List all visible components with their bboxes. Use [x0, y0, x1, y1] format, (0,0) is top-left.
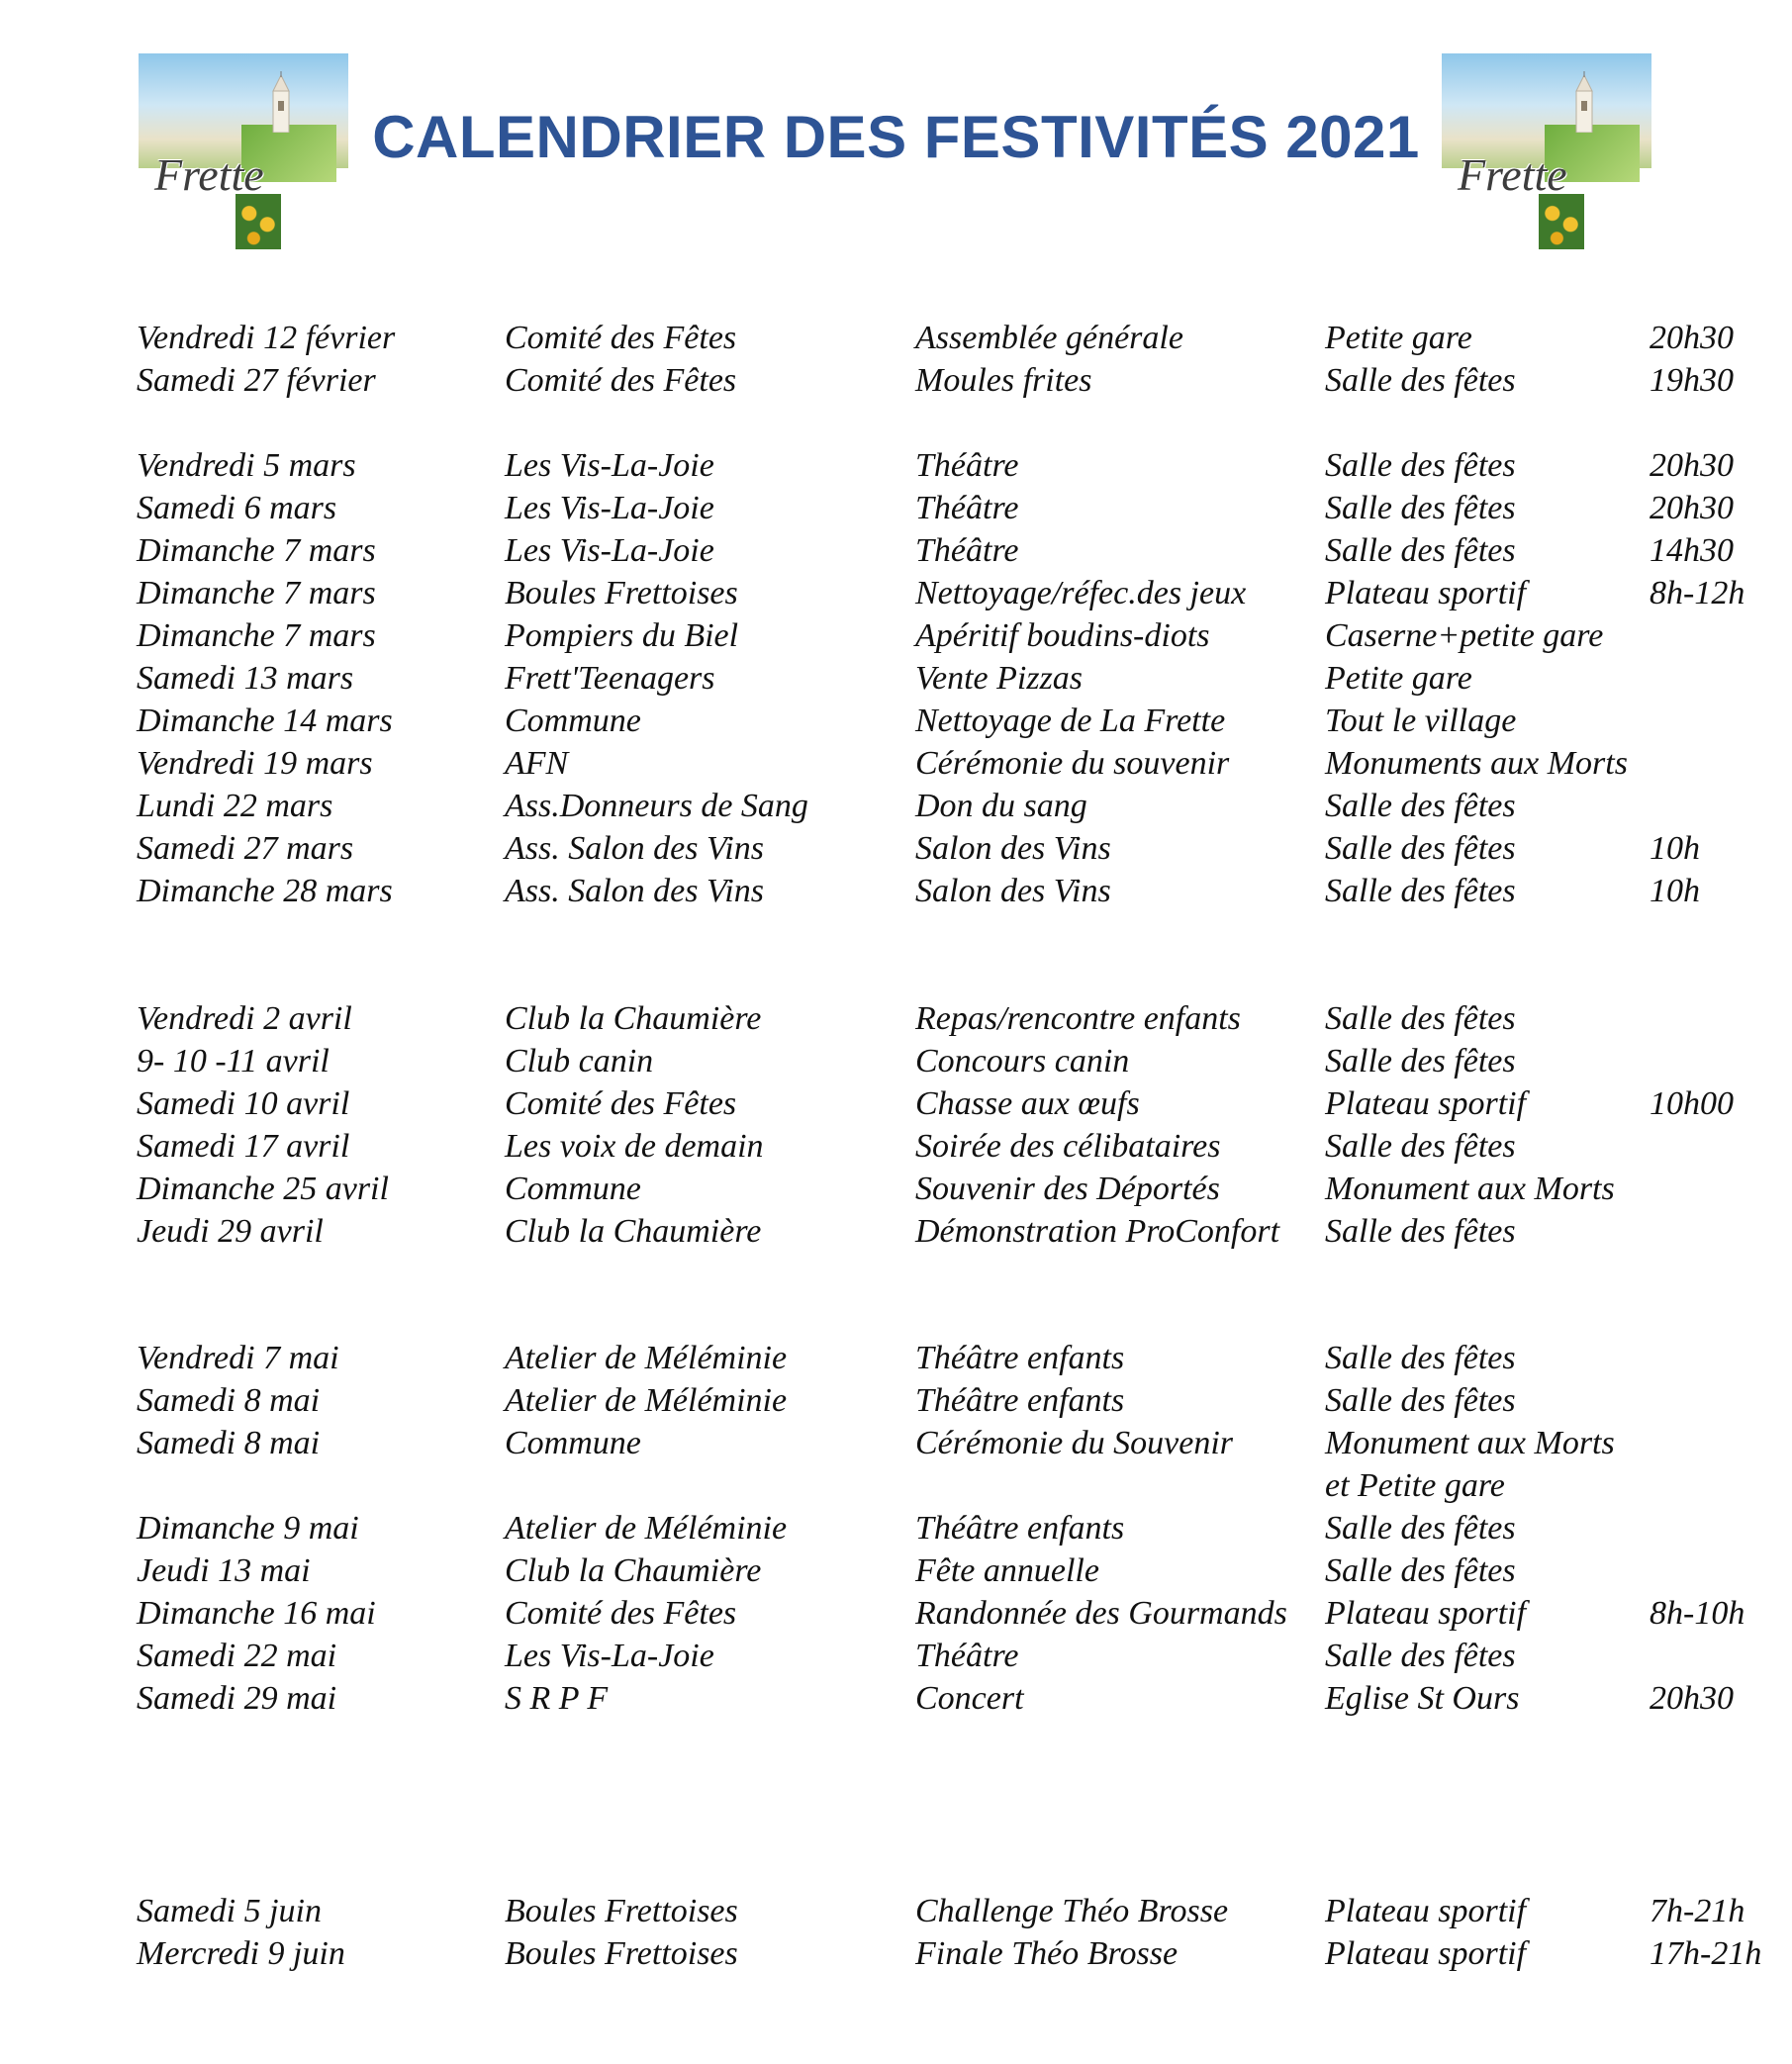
- event-organizer: Comité des Fêtes: [505, 1595, 737, 1632]
- event-location: Plateau sportif: [1325, 1595, 1527, 1632]
- event-date: Samedi 6 mars: [137, 490, 337, 526]
- event-title: Souvenir des Déportés: [915, 1171, 1220, 1207]
- event-organizer: Les Vis-La-Joie: [505, 1638, 714, 1674]
- event-location: Salle des fêtes: [1325, 1638, 1516, 1674]
- event-date: Vendredi 2 avril: [137, 1000, 352, 1037]
- event-organizer: Les voix de demain: [505, 1128, 764, 1165]
- event-date: Vendredi 19 mars: [137, 745, 373, 782]
- event-location: Petite gare: [1325, 320, 1472, 356]
- event-date: Samedi 27 février: [137, 362, 376, 399]
- event-location: Salle des fêtes: [1325, 830, 1516, 867]
- event-date: Samedi 10 avril: [137, 1085, 350, 1122]
- event-date: Samedi 22 mai: [137, 1638, 337, 1674]
- event-title: Moules frites: [915, 362, 1092, 399]
- event-date: Samedi 8 mai: [137, 1425, 321, 1461]
- event-date: Dimanche 9 mai: [137, 1510, 359, 1547]
- event-date: Dimanche 25 avril: [137, 1171, 389, 1207]
- event-organizer: Ass.Donneurs de Sang: [505, 788, 808, 824]
- event-row: [0, 1379, 1792, 1423]
- event-title: Challenge Théo Brosse: [915, 1893, 1229, 1929]
- event-title: Don du sang: [915, 788, 1087, 824]
- event-title: Salon des Vins: [915, 830, 1111, 867]
- event-location: Salle des fêtes: [1325, 1043, 1516, 1079]
- event-date: Mercredi 9 juin: [137, 1935, 345, 1972]
- event-location: Salle des fêtes: [1325, 1128, 1516, 1165]
- event-date: Dimanche 14 mars: [137, 703, 393, 739]
- event-title: Apéritif boudins-diots: [915, 617, 1210, 654]
- event-location: Salle des fêtes: [1325, 1000, 1516, 1037]
- event-organizer: Boules Frettoises: [505, 1935, 738, 1972]
- logo-signature: Frette: [154, 149, 264, 200]
- event-location: Salle des fêtes: [1325, 1340, 1516, 1376]
- event-row: [0, 614, 1792, 658]
- event-organizer: Commune: [505, 703, 641, 739]
- sunflower-icon: [1539, 194, 1584, 249]
- event-title: Théâtre enfants: [915, 1510, 1125, 1547]
- event-time: 17h-21h: [1650, 1935, 1762, 1972]
- event-row: [0, 1210, 1792, 1254]
- event-location: Plateau sportif: [1325, 1935, 1527, 1972]
- event-title: Théâtre enfants: [915, 1382, 1125, 1419]
- event-title: Théâtre enfants: [915, 1340, 1125, 1376]
- event-date: Samedi 17 avril: [137, 1128, 350, 1165]
- event-date: Samedi 29 mai: [137, 1680, 337, 1717]
- event-title: Randonnée des Gourmands: [915, 1595, 1287, 1632]
- event-date: Vendredi 7 mai: [137, 1340, 339, 1376]
- event-row: [0, 1635, 1792, 1678]
- event-title: Chasse aux œufs: [915, 1085, 1140, 1122]
- event-row: [0, 487, 1792, 530]
- event-organizer: Ass. Salon des Vins: [505, 873, 764, 909]
- event-title: Assemblée générale: [915, 320, 1183, 356]
- event-organizer: Club canin: [505, 1043, 654, 1079]
- event-row: [0, 317, 1792, 360]
- event-date: Dimanche 28 mars: [137, 873, 393, 909]
- sunflower-icon: [236, 194, 281, 249]
- page-title: CALENDRIER DES FESTIVITÉS 2021: [372, 104, 1420, 170]
- event-date: Dimanche 7 mars: [137, 575, 376, 611]
- event-time: 10h: [1650, 873, 1700, 909]
- event-time: 20h30: [1650, 490, 1734, 526]
- event-row: [0, 827, 1792, 871]
- event-organizer: Frett'Teenagers: [505, 660, 715, 697]
- event-time: 10h: [1650, 830, 1700, 867]
- event-organizer: Les Vis-La-Joie: [505, 447, 714, 484]
- event-row: [0, 700, 1792, 743]
- event-title: Démonstration ProConfort: [915, 1213, 1280, 1250]
- event-row: [0, 1932, 1792, 1976]
- event-location: Salle des fêtes: [1325, 1552, 1516, 1589]
- event-title: Salon des Vins: [915, 873, 1111, 909]
- event-date: Samedi 27 mars: [137, 830, 354, 867]
- event-time: 8h-12h: [1650, 575, 1745, 611]
- event-row: [0, 997, 1792, 1041]
- event-title: Concours canin: [915, 1043, 1130, 1079]
- event-location: Eglise St Ours: [1325, 1680, 1520, 1717]
- event-title: Finale Théo Brosse: [915, 1935, 1179, 1972]
- event-time: 10h00: [1650, 1085, 1734, 1122]
- event-row: [0, 444, 1792, 488]
- event-organizer: Pompiers du Biel: [505, 617, 739, 654]
- event-row: [0, 742, 1792, 786]
- event-organizer: Atelier de Méléminie: [505, 1510, 788, 1547]
- event-row: [0, 1422, 1792, 1465]
- event-organizer: Les Vis-La-Joie: [505, 532, 714, 569]
- event-organizer: Commune: [505, 1425, 641, 1461]
- event-organizer: Club la Chaumière: [505, 1213, 762, 1250]
- event-date: Vendredi 12 février: [137, 320, 396, 356]
- event-time: 20h30: [1650, 320, 1734, 356]
- event-date: Jeudi 13 mai: [137, 1552, 311, 1589]
- event-time: 20h30: [1650, 447, 1734, 484]
- event-date: Lundi 22 mars: [137, 788, 333, 824]
- event-organizer: Les Vis-La-Joie: [505, 490, 714, 526]
- event-date: 9- 10 -11 avril: [137, 1043, 330, 1079]
- event-organizer: Comité des Fêtes: [505, 320, 737, 356]
- event-title: Théâtre: [915, 1638, 1019, 1674]
- event-date: Dimanche 7 mars: [137, 617, 376, 654]
- event-organizer: Boules Frettoises: [505, 575, 738, 611]
- event-location: Salle des fêtes: [1325, 1213, 1516, 1250]
- event-row: [0, 785, 1792, 828]
- event-location: Plateau sportif: [1325, 1085, 1527, 1122]
- event-location: Salle des fêtes: [1325, 1382, 1516, 1419]
- event-time: 19h30: [1650, 362, 1734, 399]
- event-location: Monument aux Morts: [1325, 1425, 1615, 1461]
- event-location: Tout le village: [1325, 703, 1517, 739]
- event-organizer: Club la Chaumière: [505, 1552, 762, 1589]
- event-date: Dimanche 7 mars: [137, 532, 376, 569]
- event-title: Théâtre: [915, 532, 1019, 569]
- event-organizer: Atelier de Méléminie: [505, 1382, 788, 1419]
- event-location: Salle des fêtes: [1325, 490, 1516, 526]
- event-title: Nettoyage de La Frette: [915, 703, 1226, 739]
- event-location: Salle des fêtes: [1325, 362, 1516, 399]
- event-title: Cérémonie du Souvenir: [915, 1425, 1234, 1461]
- event-row: [0, 1125, 1792, 1169]
- logo-signature: Frette: [1458, 149, 1567, 200]
- event-row: [0, 1549, 1792, 1593]
- event-location: Salle des fêtes: [1325, 873, 1516, 909]
- event-date: Samedi 8 mai: [137, 1382, 321, 1419]
- event-organizer: Ass. Salon des Vins: [505, 830, 764, 867]
- event-organizer: Boules Frettoises: [505, 1893, 738, 1929]
- event-title: Concert: [915, 1680, 1024, 1717]
- event-title: Repas/rencontre enfants: [915, 1000, 1241, 1037]
- event-row: [0, 1168, 1792, 1211]
- event-row: [0, 1507, 1792, 1550]
- event-row: [0, 1592, 1792, 1636]
- event-title: Théâtre: [915, 447, 1019, 484]
- event-time: 20h30: [1650, 1680, 1734, 1717]
- event-location: Caserne+petite gare: [1325, 617, 1604, 654]
- event-location: Salle des fêtes: [1325, 788, 1516, 824]
- event-organizer: Atelier de Méléminie: [505, 1340, 788, 1376]
- event-row: [0, 1890, 1792, 1933]
- event-row: [0, 1040, 1792, 1083]
- event-row: [0, 572, 1792, 615]
- event-time: 8h-10h: [1650, 1595, 1745, 1632]
- event-organizer: Comité des Fêtes: [505, 362, 737, 399]
- event-location: Salle des fêtes: [1325, 532, 1516, 569]
- event-location: Salle des fêtes: [1325, 1510, 1516, 1547]
- event-row: [0, 870, 1792, 913]
- event-row: [0, 529, 1792, 573]
- event-title: Fête annuelle: [915, 1552, 1099, 1589]
- event-row: [0, 657, 1792, 701]
- event-title: Nettoyage/réfec.des jeux: [915, 575, 1247, 611]
- event-row: [0, 1464, 1792, 1508]
- event-date: Vendredi 5 mars: [137, 447, 356, 484]
- event-row: [0, 359, 1792, 403]
- event-title: Théâtre: [915, 490, 1019, 526]
- event-row: [0, 1337, 1792, 1380]
- event-organizer: AFN: [505, 745, 569, 782]
- event-date: Samedi 5 juin: [137, 1893, 322, 1929]
- event-organizer: S R P F: [505, 1680, 609, 1717]
- event-title: Vente Pizzas: [915, 660, 1084, 697]
- event-row: [0, 1082, 1792, 1126]
- event-time: 7h-21h: [1650, 1893, 1745, 1929]
- event-time: 14h30: [1650, 532, 1734, 569]
- event-organizer: Club la Chaumière: [505, 1000, 762, 1037]
- event-location: Petite gare: [1325, 660, 1472, 697]
- event-date: Samedi 13 mars: [137, 660, 354, 697]
- event-location: Salle des fêtes: [1325, 447, 1516, 484]
- event-title: Soirée des célibataires: [915, 1128, 1221, 1165]
- event-location: Monument aux Morts: [1325, 1171, 1615, 1207]
- event-organizer: Comité des Fêtes: [505, 1085, 737, 1122]
- event-organizer: Commune: [505, 1171, 641, 1207]
- event-location: Plateau sportif: [1325, 575, 1527, 611]
- event-date: Dimanche 16 mai: [137, 1595, 376, 1632]
- event-row: [0, 1677, 1792, 1721]
- event-location: et Petite gare: [1325, 1467, 1505, 1504]
- event-date: Jeudi 29 avril: [137, 1213, 324, 1250]
- event-location: Monuments aux Morts: [1325, 745, 1628, 782]
- event-location: Plateau sportif: [1325, 1893, 1527, 1929]
- event-title: Cérémonie du souvenir: [915, 745, 1230, 782]
